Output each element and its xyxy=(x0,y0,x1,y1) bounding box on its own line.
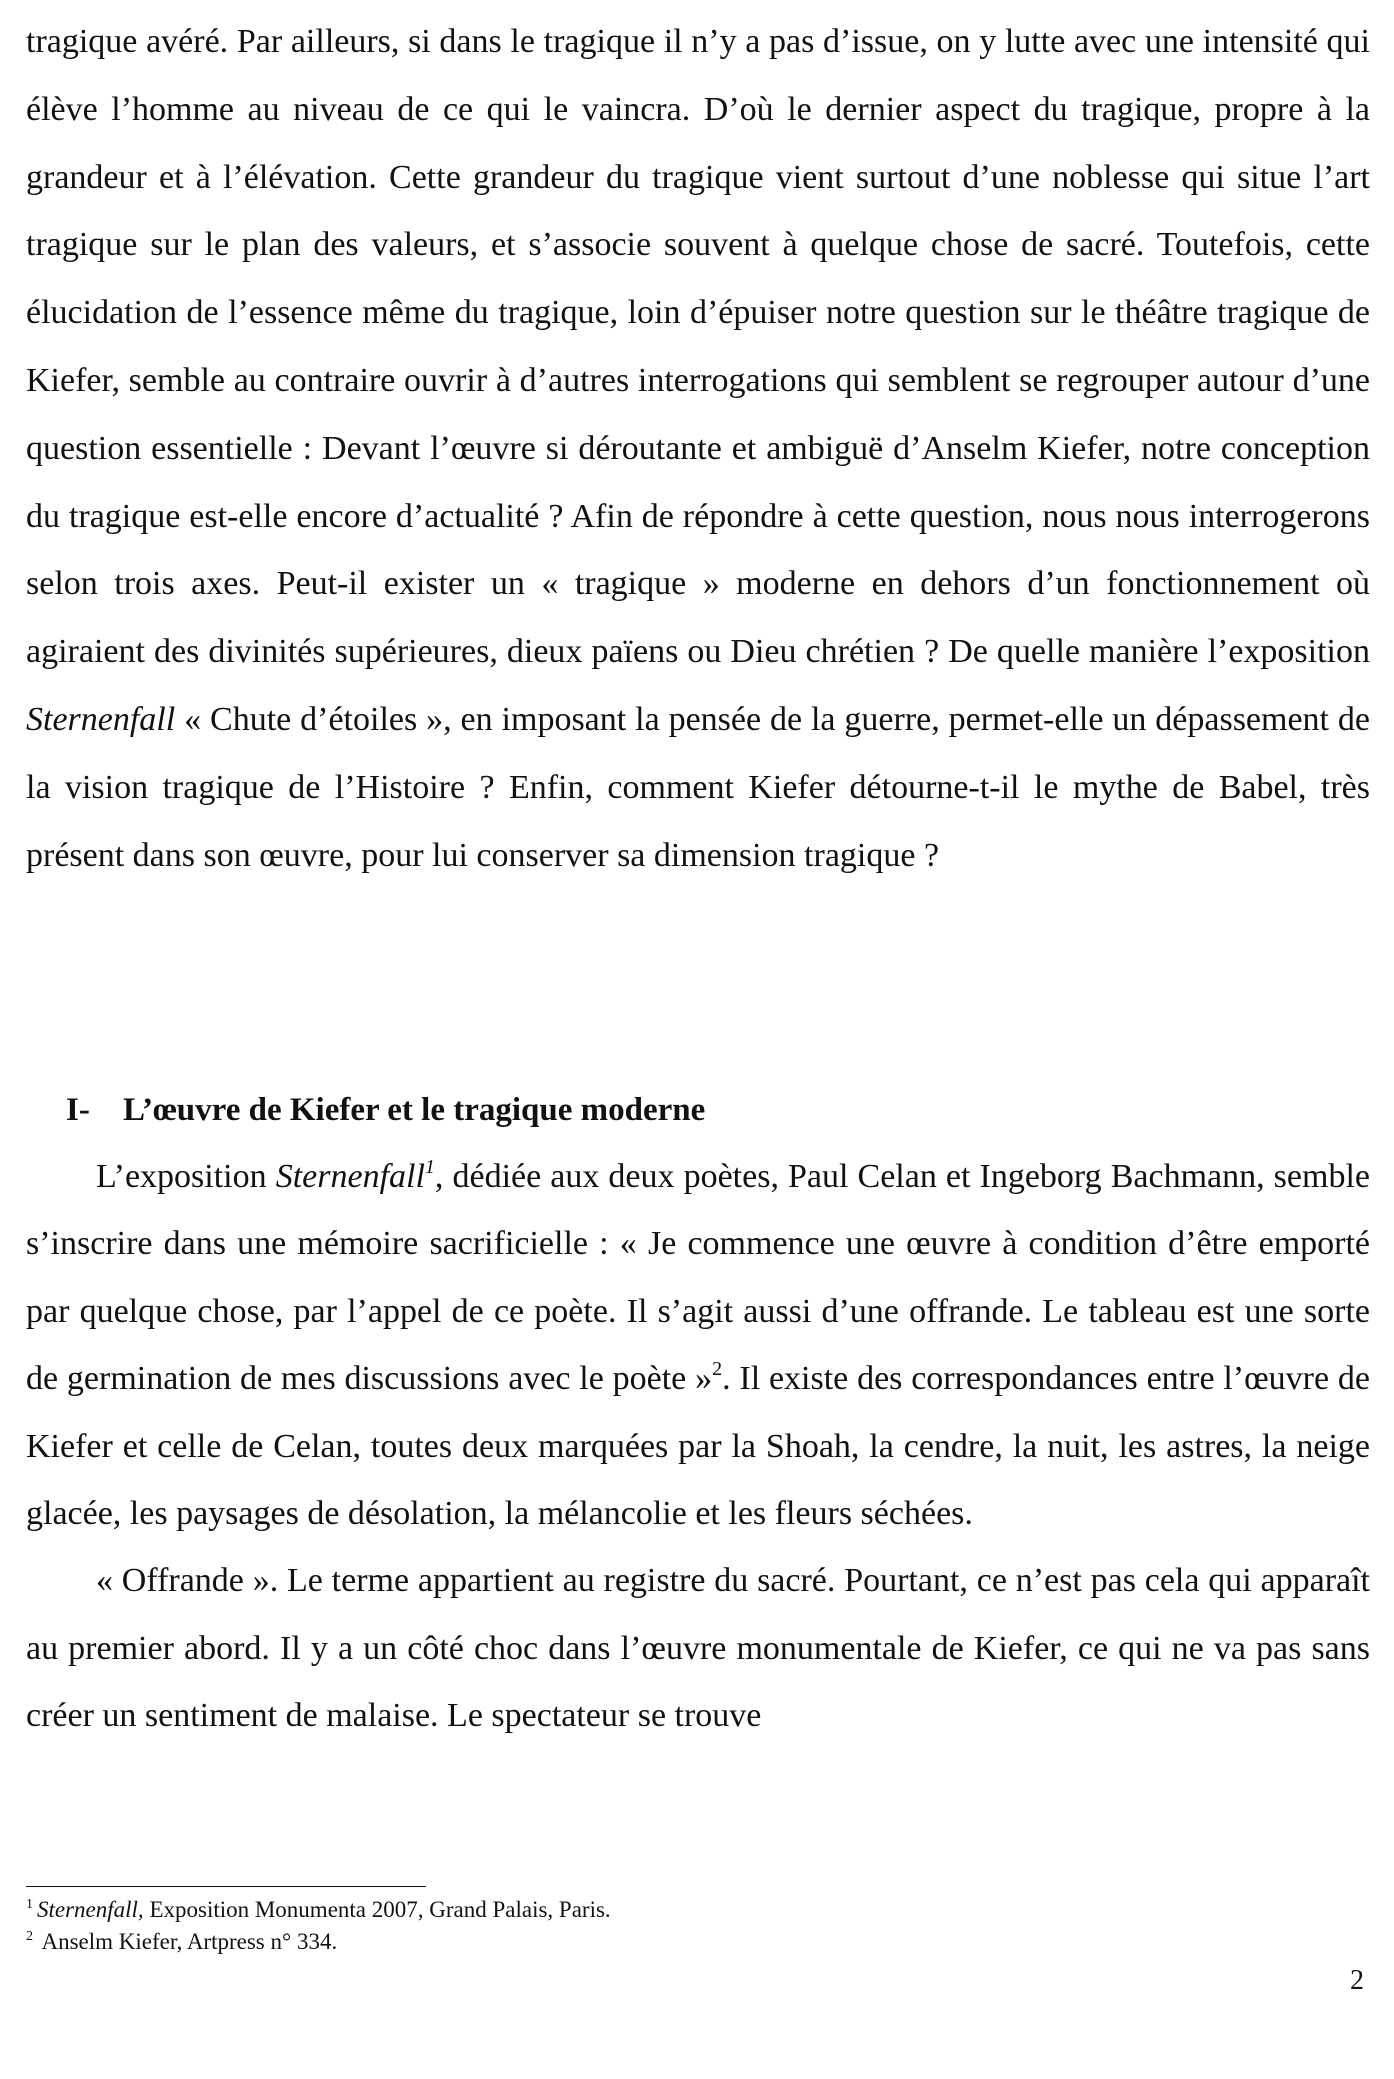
footnote-ref-2[interactable]: 2 xyxy=(712,1358,723,1381)
intro-text-part-2: « Chute d’étoiles », en imposant la pensée de la guerre, permet-elle un dépassement de la vision tragique de l’Histoire ? Enfin, comment Kiefer détourne-t-il le mythe de Babel, très présent dans son œuvre, pour lui conserver sa dimension tragique ? xyxy=(26,700,1370,874)
intro-paragraph xyxy=(26,8,1370,889)
footnote-number: 2 xyxy=(26,1929,33,1944)
body-paragraph-2: « Offrande ». Le terme appartient au registre du sacré. Pourtant, ce n’est pas cela qui apparaît au premier abord. Il y a un côté choc dans l’œuvre monumentale de Kiefer, ce qui ne va pas sans créer un sentiment de malaise. Le spectateur se trouve xyxy=(26,1562,1370,1735)
footnote-italic-title: Sternenfall, xyxy=(37,1897,144,1922)
footnote-ref-1[interactable]: 1 xyxy=(424,1156,435,1178)
body-paragraph-1 xyxy=(26,1143,1370,1547)
body-text-part-2: , dédiée aux deux poètes, Paul Celan et Ingeborg Bachmann, semble s’inscrire dans une mémoire sacrificielle : « Je commence une œuvre à condition d’être emporté par quelque chose, par l’appel de ce poète. Il s’agit aussi d’une offrande. Le tableau est une sorte de germination de mes discussions avec le poète » xyxy=(26,1158,1370,1398)
footnote-1 xyxy=(26,1894,1326,1926)
footnotes xyxy=(26,1894,1326,1958)
body-text-part-3: . Il existe des correspondances entre l’œuvre de Kiefer et celle de Celan, toutes deux marquées par la Shoah, la cendre, la nuit, les astres, la neige glacée, les paysages de désolation, la mélancolie et les fleurs séchées. xyxy=(26,1360,1370,1533)
footnote-text: Anselm Kiefer, Artpress n° 334. xyxy=(37,1929,338,1954)
section-heading xyxy=(66,1085,705,1135)
footnote-number: 1 xyxy=(26,1897,33,1912)
section-number: I- xyxy=(66,1092,90,1128)
exhibition-title: Sternenfall xyxy=(26,700,176,738)
section-title: L’œuvre de Kiefer et le tragique moderne xyxy=(123,1092,706,1128)
body-text-part-1: L’exposition xyxy=(96,1158,276,1195)
section-body xyxy=(26,1143,1370,1750)
page-number: 2 xyxy=(1350,1965,1364,1996)
footnote-text: Exposition Monumenta 2007, Grand Palais, Paris. xyxy=(143,1897,611,1922)
intro-text-part-1: tragique avéré. Par ailleurs, si dans le tragique il n’y a pas d’issue, on y lutte avec une intensité qui élève l’homme au niveau de ce qui le vaincra. D’où le dernier aspect du tragique, propre à la grandeur et à l’élévation. Cette grandeur du tragique vient surtout d’une noblesse qui situe l’art tragique sur le plan des valeurs, et s’associe souvent à quelque chose de sacré. Toutefois, cette élucidation de l’essence même du tragique, loin d’épuiser notre question sur le théâtre tragique de Kiefer, semble au contraire ouvrir à d’autres interrogations qui semblent se regrouper autour d’une question essentielle : Devant l’œuvre si déroutante et ambiguë d’Anselm Kiefer, notre conception du tragique est-elle encore d’actualité ? Afin de répondre à cette question, nous nous interrogerons selon trois axes. Peut-il exister un « tragique » moderne en dehors d’un fonctionnement où agiraient des divinités supérieures, dieux païens ou Dieu chrétien ? De quelle manière l’exposition xyxy=(26,23,1370,671)
footnote-separator xyxy=(26,1886,426,1887)
exhibition-title: Sternenfall xyxy=(275,1158,425,1195)
footnote-2 xyxy=(26,1926,1326,1958)
